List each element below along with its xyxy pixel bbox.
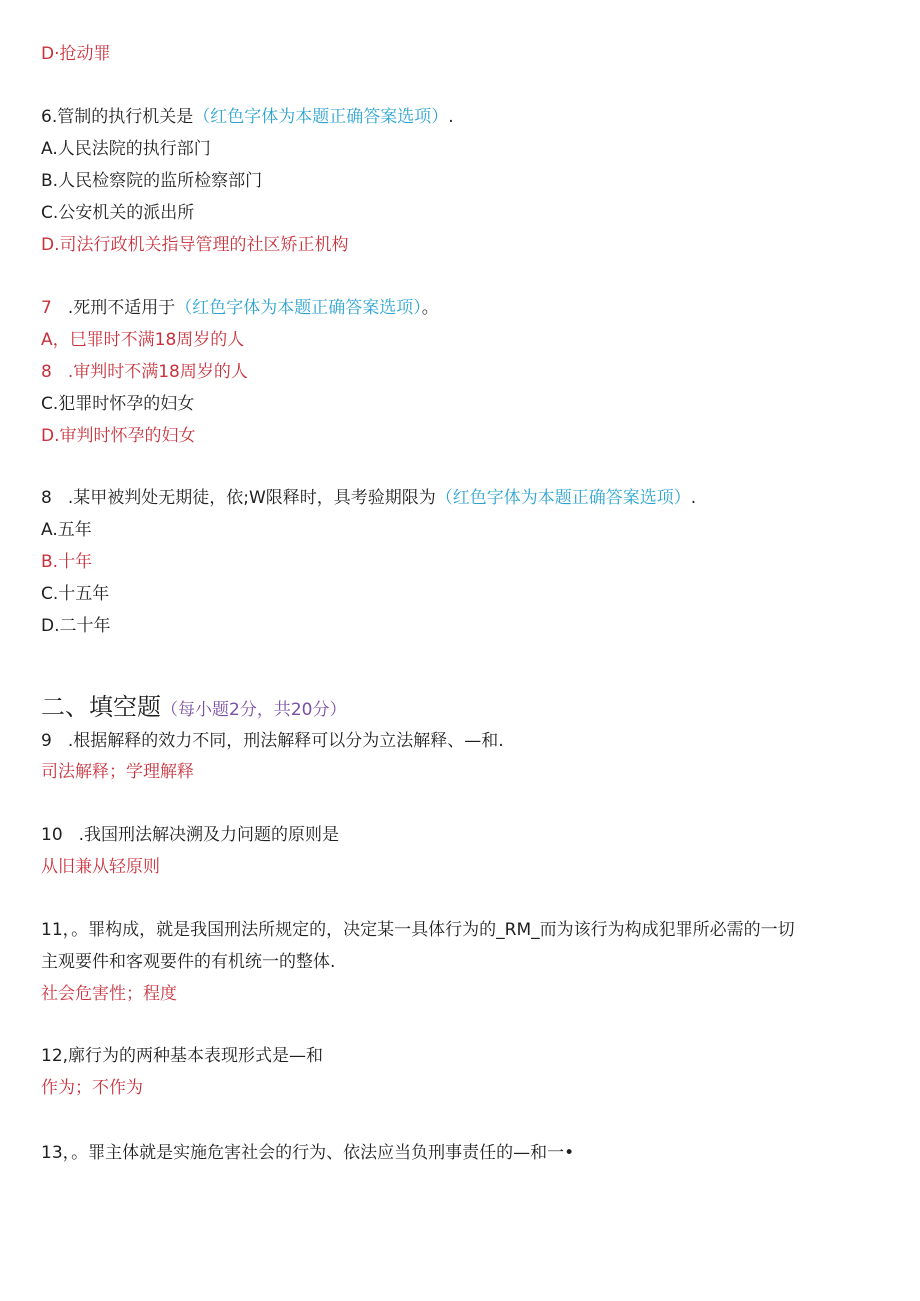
q7-option-d: D.审判时怀孕的妇女	[41, 426, 196, 446]
q6-stem-text: 6.管制的执行机关是	[41, 107, 194, 127]
q8-stem-text: .某甲被判处无期徒，依;W限释时，具考验期限为	[67, 488, 436, 508]
q8-hint: （红色字体为本题正确答案选项）	[435, 488, 691, 508]
q10-number: 10	[41, 825, 63, 845]
q10-answer: 从旧兼从轻原则	[41, 857, 160, 877]
q7-option-b	[41, 360, 248, 384]
q9-stem-text: .根据解释的效力不同，刑法解释可以分为立法解释、—和.	[67, 731, 504, 751]
section-subtitle: （每小题2分，共20分）	[161, 700, 347, 720]
q7-stem-text: .死刑不适用于	[67, 298, 176, 318]
q8-number: 8	[41, 488, 52, 508]
q6-option-d: D.司法行政机关指导管理的社区矫正机构	[41, 235, 349, 255]
q8-option-b: B.十年	[41, 552, 93, 572]
q9-number: 9	[41, 731, 52, 751]
q7-option-c: C.犯罪时怀孕的妇女	[41, 394, 195, 414]
q6-stem	[41, 105, 454, 129]
q11-answer: 社会危害性；程度	[41, 984, 177, 1004]
q8-stem	[41, 486, 696, 510]
q10-stem	[41, 823, 339, 847]
q10-stem-text: .我国刑法解决溯及力问题的原则是	[78, 825, 340, 845]
q6-option-c: C.公安机关的派出所	[41, 203, 195, 223]
q9-stem	[41, 729, 504, 753]
q7-number: 7	[41, 298, 52, 318]
q8-option-c: C.十五年	[41, 584, 110, 604]
section-heading	[41, 692, 346, 722]
q6-hint: （红色字体为本题正确答案选项）	[193, 107, 449, 127]
q5-option-d: D·抢动罪	[41, 44, 111, 64]
q11-stem-line2: 主观要件和客观要件的有机统一的整体.	[41, 952, 336, 972]
q6-stem-end: .	[448, 107, 454, 127]
q12-stem: 12,廓行为的两种基本表现形式是—和	[41, 1046, 324, 1066]
q8-option-a: A.五年	[41, 520, 92, 540]
q8-option-d: D.二十年	[41, 616, 111, 636]
q7-hint: （红色字体为本题正确答案选项）	[175, 298, 422, 318]
q8-stem-end: .	[690, 488, 697, 508]
q12-answer: 作为；不作为	[41, 1078, 143, 1098]
q7-option-b-text: .审判时不满18周岁的人	[67, 362, 248, 382]
q13-stem: 13，。罪主体就是实施危害社会的行为、依法应当负刑事责任的—和一•	[41, 1143, 575, 1163]
q9-answer: 司法解释；学理解释	[41, 762, 194, 782]
q7-option-b-number: 8	[41, 362, 52, 382]
q7-stem	[41, 296, 439, 320]
q11-stem-line1: 11，。罪构成，就是我国刑法所规定的，决定某一具体行为的_RM_而为该行为构成犯罪所必需的一切	[41, 920, 795, 940]
q7-stem-end: 。	[421, 298, 439, 318]
q7-option-a: A，巳罪时不满18周岁的人	[41, 330, 245, 350]
q6-option-b: B.人民检察院的监所检察部门	[41, 171, 263, 191]
section-title: 二、填空题	[41, 693, 161, 721]
q6-option-a: A.人民法院的执行部门	[41, 139, 211, 159]
